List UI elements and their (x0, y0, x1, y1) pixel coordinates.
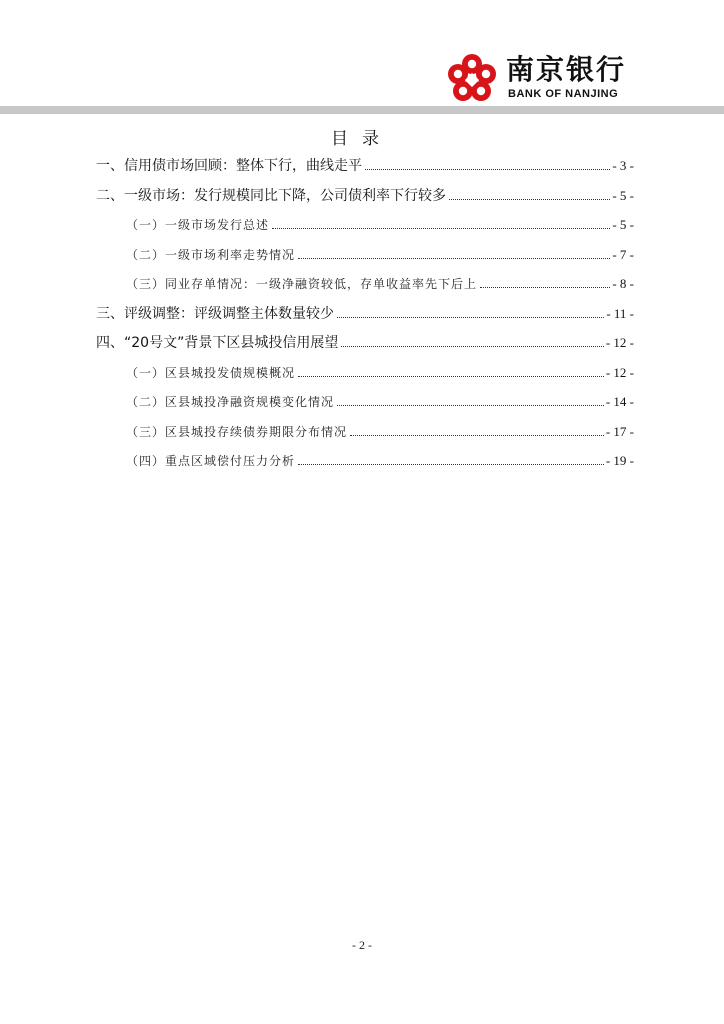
toc-entry-text: （二）区县城投净融资规模变化情况 (126, 395, 335, 409)
toc-entry-subsection[interactable] (96, 451, 634, 481)
toc-entry-subsection[interactable] (96, 215, 634, 245)
toc-entry-page: - 17 - (605, 423, 634, 439)
page-number: - 2 - (352, 938, 372, 952)
toc-entry-text: 二、一级市场：发行规模同比下降，公司债利率下行较多 (96, 187, 446, 204)
toc-entry-section[interactable] (96, 156, 634, 186)
toc-entry-text: （三）同业存单情况：一级净融资较低，存单收益率先下后上 (126, 277, 478, 291)
table-of-contents (96, 156, 634, 481)
toc-entry-subsection[interactable] (96, 392, 634, 422)
toc-entry-page: - 8 - (612, 276, 634, 291)
toc-title: 目录 (331, 129, 393, 149)
toc-dot-leader (480, 287, 610, 288)
bank-emblem-icon (446, 52, 498, 104)
toc-entry-page: - 12 - (605, 335, 634, 350)
toc-entry-text: （一）一级市场发行总述 (126, 218, 270, 232)
logo-english-name: BANK OF NANJING (508, 88, 619, 100)
toc-dot-leader (337, 405, 604, 406)
toc-entry-page: - 11 - (606, 305, 634, 321)
toc-entry-section[interactable] (96, 186, 634, 216)
toc-entry-section[interactable] (96, 333, 634, 363)
toc-entry-subsection[interactable] (96, 363, 634, 393)
toc-dot-leader (298, 464, 604, 465)
toc-entry-text: 一、信用债市场回顾：整体下行，曲线走平 (96, 158, 362, 174)
toc-dot-leader (272, 228, 610, 229)
toc-entry-page: - 7 - (612, 246, 634, 262)
toc-dot-leader (350, 435, 604, 436)
toc-entry-subsection[interactable] (96, 422, 634, 452)
toc-entry-text: （四）重点区域偿付压力分析 (126, 454, 296, 468)
header-divider-bar (0, 106, 724, 114)
toc-entry-text: （二）一级市场利率走势情况 (126, 247, 296, 262)
toc-entry-text: 四、“20号文”背景下区县城投信用展望 (96, 335, 339, 351)
toc-entry-page: - 5 - (612, 187, 634, 203)
toc-entry-text: （一）区县城投发债规模概况 (126, 365, 296, 380)
logo-chinese-name: 南京银行 (506, 53, 627, 86)
bank-logo (446, 52, 636, 104)
toc-dot-leader (298, 258, 610, 259)
toc-dot-leader (298, 376, 604, 377)
toc-entry-subsection[interactable] (96, 245, 634, 275)
toc-entry-text: （三）区县城投存续债券期限分布情况 (126, 424, 348, 439)
toc-dot-leader (449, 199, 610, 200)
toc-entry-page: - 12 - (605, 364, 634, 380)
toc-dot-leader (337, 317, 604, 318)
toc-dot-leader (365, 169, 610, 170)
toc-entry-page: - 3 - (612, 158, 634, 173)
toc-entry-page: - 5 - (612, 217, 634, 232)
toc-entry-page: - 19 - (605, 453, 634, 468)
page-header (0, 0, 724, 120)
toc-entry-subsection[interactable] (96, 274, 634, 304)
toc-dot-leader (341, 346, 604, 347)
toc-entry-page: - 14 - (605, 394, 634, 409)
toc-entry-text: 三、评级调整：评级调整主体数量较少 (96, 305, 334, 322)
toc-entry-section[interactable] (96, 304, 634, 334)
